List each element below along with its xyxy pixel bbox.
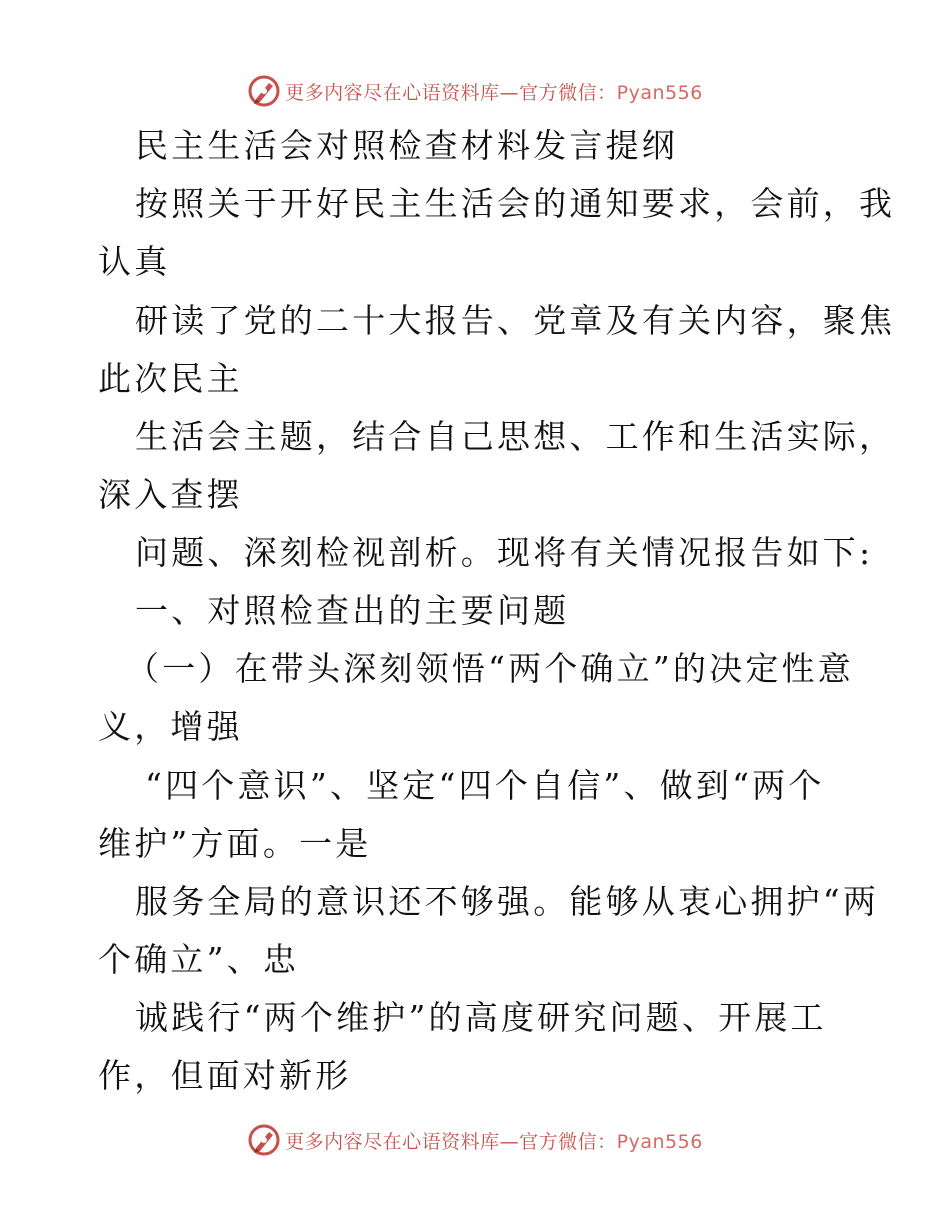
paragraph-line: 生活会主题，结合自己思想、工作和生活实际， [135, 417, 896, 456]
paragraph-line: 问题、深刻检视剖析。现将有关情况报告如下: [135, 533, 874, 572]
paragraph-line: 维护”方面。一是 [98, 824, 372, 863]
paragraph-line: 作，但面对新形 [98, 1056, 352, 1095]
watermark-text: 更多内容尽在心语资料库—官方微信：Pyan556 [285, 81, 703, 104]
paragraph-line: “四个意识”、坚定“四个自信”、做到“两个 [145, 766, 825, 805]
paragraph-line: 按照关于开好民主生活会的通知要求，会前，我 [135, 184, 896, 223]
watermark-header [0, 71, 950, 111]
pen-logo-icon [247, 1123, 281, 1157]
subsection-heading: （一）在带头深刻领悟“两个确立”的决定性意 [126, 649, 854, 688]
pen-logo-icon [247, 74, 281, 108]
paragraph-line: 此次民主 [98, 359, 243, 398]
paragraph-line: 研读了党的二十大报告、党章及有关内容，聚焦 [135, 301, 896, 340]
paragraph-line: 个确立”、忠 [98, 940, 300, 979]
watermark-footer [0, 1120, 950, 1160]
paragraph-line: 诚践行“两个维护”的高度研究问题、开展工 [135, 998, 827, 1037]
section-heading: 一、对照检查出的主要问题 [135, 591, 570, 630]
paragraph-line: 义，增强 [98, 707, 243, 746]
document-title: 民主生活会对照检查材料发言提纲 [135, 126, 678, 165]
watermark-text: 更多内容尽在心语资料库—官方微信：Pyan556 [285, 1130, 703, 1153]
paragraph-line: 认真 [98, 242, 171, 281]
paragraph-line: 深入查摆 [98, 475, 243, 514]
paragraph-line: 服务全局的意识还不够强。能够从衷心拥护“两 [135, 882, 880, 921]
